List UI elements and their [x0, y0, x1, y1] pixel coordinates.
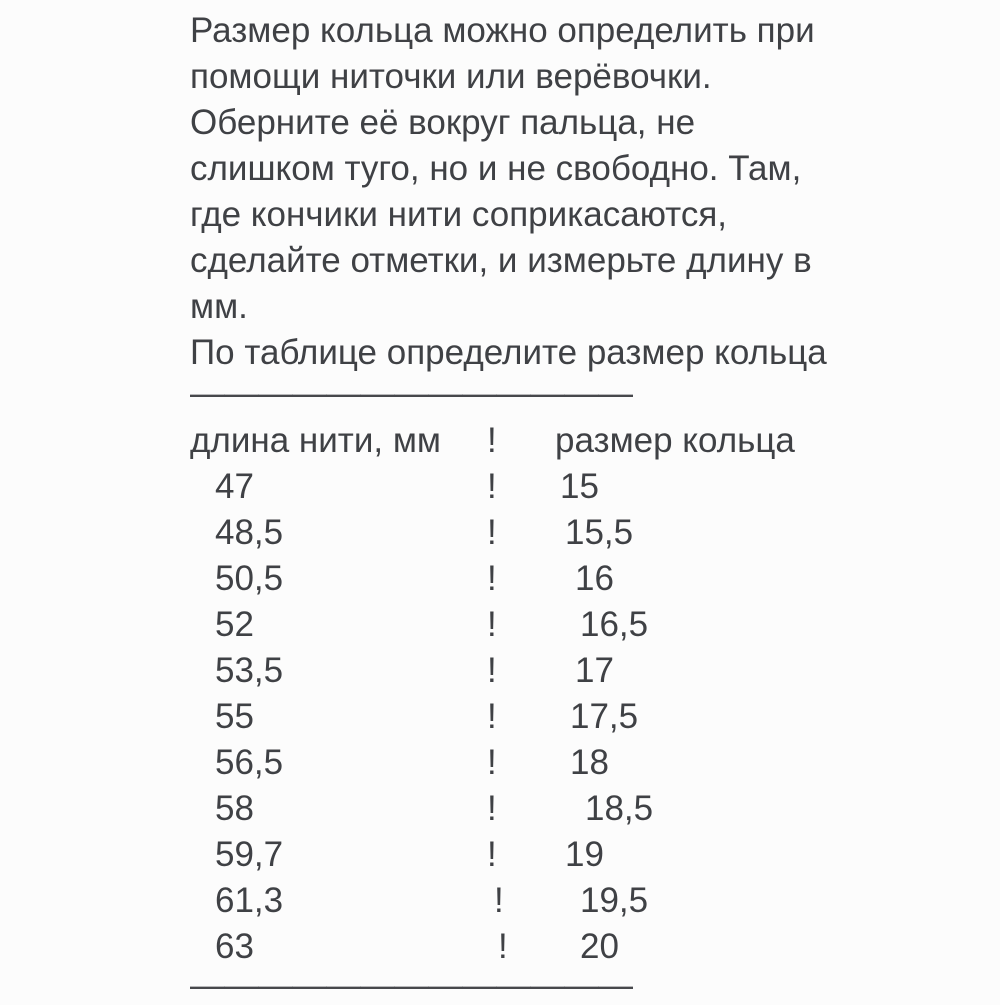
- thread-length-value: 63: [215, 927, 254, 966]
- column-separator-mark: !: [487, 789, 497, 828]
- column-separator-mark: !: [487, 421, 497, 460]
- table-row: [190, 556, 830, 602]
- thread-length-column-header: длина нити, мм: [190, 421, 441, 460]
- table-row: [190, 694, 830, 740]
- ring-size-value: 18,5: [585, 789, 654, 828]
- ring-size-value: 17: [575, 651, 614, 690]
- table-row: [190, 510, 830, 556]
- table-row: [190, 602, 830, 648]
- thread-length-value: 52: [215, 605, 254, 644]
- ring-size-guide-page: [190, 0, 830, 1005]
- table-row: [190, 648, 830, 694]
- column-separator-mark: !: [487, 651, 497, 690]
- ring-size-value: 16,5: [580, 605, 649, 644]
- column-separator-mark: !: [487, 697, 497, 736]
- table-body: [190, 464, 830, 970]
- table-top-divider: —————————————: [190, 374, 632, 413]
- thread-length-value: 53,5: [215, 651, 284, 690]
- thread-length-value: 59,7: [215, 835, 284, 874]
- instruction-line: помощи ниточки или верёвочки.: [190, 57, 712, 96]
- thread-length-value: 61,3: [215, 881, 284, 920]
- ring-size-value: 19: [565, 835, 604, 874]
- table-row: [190, 924, 830, 970]
- column-separator-mark: !: [498, 927, 508, 966]
- ring-size-value: 15,5: [565, 513, 634, 552]
- table-row: [190, 786, 830, 832]
- column-separator-mark: !: [487, 605, 497, 644]
- ring-size-value: 20: [580, 927, 619, 966]
- instructions-paragraph: [190, 8, 830, 376]
- ring-size-value: 16: [575, 559, 614, 598]
- table-row: [190, 740, 830, 786]
- column-separator-mark: !: [487, 835, 497, 874]
- table-bottom-divider: —————————————: [190, 966, 632, 1005]
- column-separator-mark: !: [487, 559, 497, 598]
- instruction-line: Размер кольца можно определить при: [190, 11, 815, 50]
- table-header-row: [190, 418, 830, 464]
- thread-length-value: 56,5: [215, 743, 284, 782]
- instruction-line: слишком туго, но и не свободно. Там,: [190, 149, 802, 188]
- instruction-line: По таблице определите размер кольца: [190, 333, 827, 372]
- thread-length-value: 48,5: [215, 513, 284, 552]
- ring-size-value: 17,5: [570, 697, 639, 736]
- instruction-line: мм.: [190, 287, 248, 326]
- instruction-line: где кончики нити соприкасаются,: [190, 195, 727, 234]
- thread-length-value: 50,5: [215, 559, 284, 598]
- table-row: [190, 464, 830, 510]
- thread-length-value: 58: [215, 789, 254, 828]
- column-separator-mark: !: [487, 743, 497, 782]
- ring-size-value: 19,5: [580, 881, 649, 920]
- ring-size-value: 15: [560, 467, 599, 506]
- table-row: [190, 878, 830, 924]
- thread-length-value: 55: [215, 697, 254, 736]
- ring-size-value: 18: [570, 743, 609, 782]
- instruction-line: Оберните её вокруг пальца, не: [190, 103, 696, 142]
- thread-length-value: 47: [215, 467, 254, 506]
- column-separator-mark: !: [494, 881, 504, 920]
- ring-size-column-header: размер кольца: [555, 421, 795, 460]
- column-separator-mark: !: [487, 467, 497, 506]
- table-row: [190, 832, 830, 878]
- column-separator-mark: !: [487, 513, 497, 552]
- instruction-line: сделайте отметки, и измерьте длину в: [190, 241, 812, 280]
